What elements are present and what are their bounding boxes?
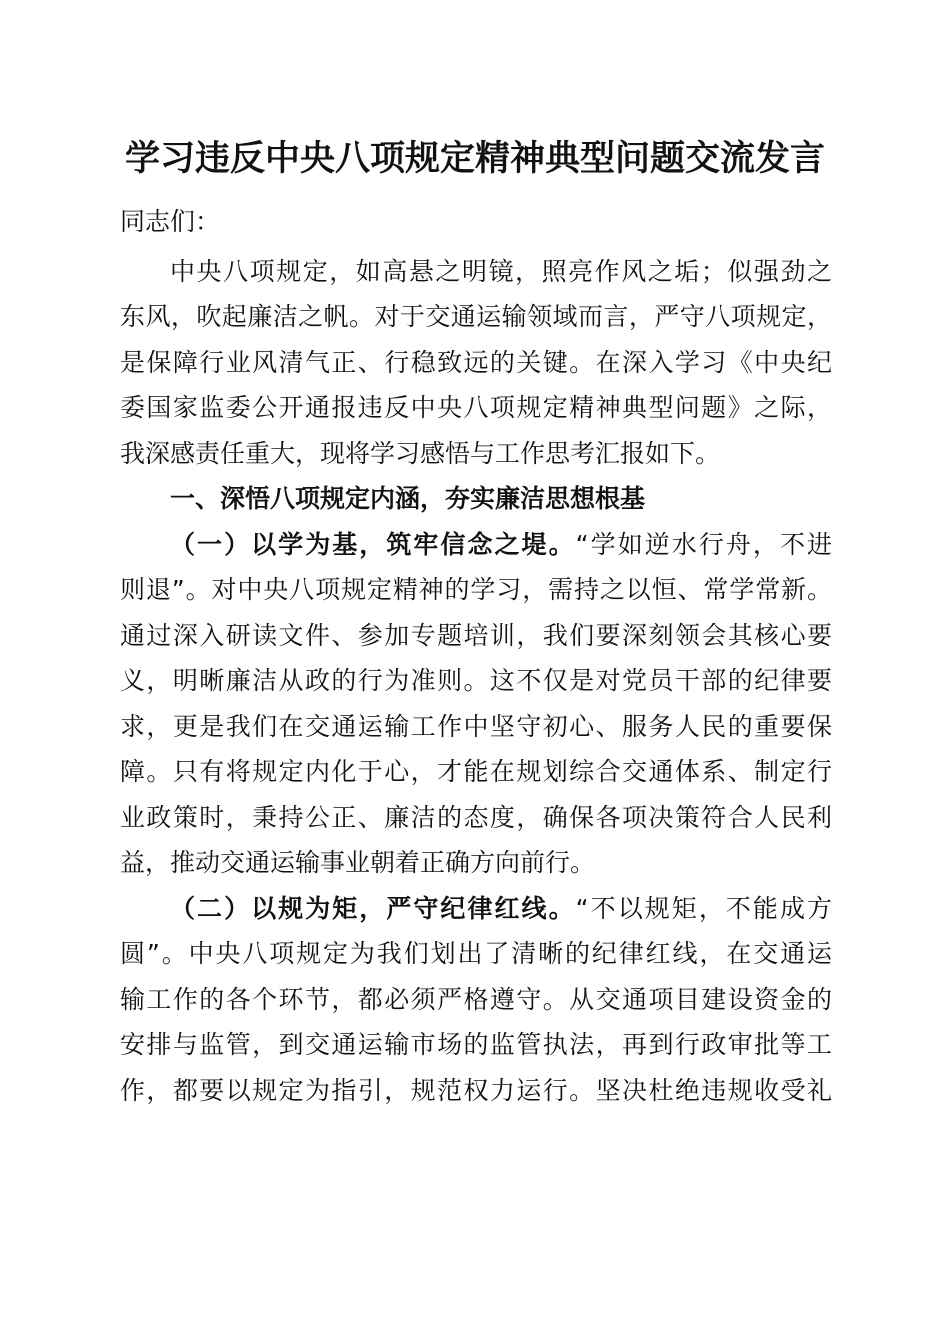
section-heading: 一、深悟八项规定内涵，夯实廉洁思想根基 [170, 484, 646, 513]
sub-section-2-line: 输工作的各个环节，都必须严格遵守。从交通项目建设资金的 [120, 984, 832, 1014]
intro-paragraph [120, 249, 832, 477]
sub-section-1-line: 通过深入研读文件、参加专题培训，我们要深刻领会其核心要 [120, 620, 832, 650]
sub-section-2-line: 圆”。中央八项规定为我们划出了清晰的纪律红线，在交通运 [120, 939, 832, 968]
sub-section-1-line: 益，推动交通运输事业朝着正确方向前行。 [120, 848, 596, 877]
sub-section-2-label: （二）以规为矩，严守纪律红线。 [170, 893, 576, 923]
sub-section-2 [120, 886, 832, 1114]
sub-section-1-first-text: “学如逆水行舟，不进 [575, 529, 832, 559]
document-body [120, 199, 832, 1113]
sub-section-2-first-line [120, 886, 832, 932]
sub-section-1-line: 义，明晰廉洁从政的行为准则。这不仅是对党员干部的纪律要 [120, 666, 832, 695]
intro-line: 委国家监委公开通报违反中央八项规定精神典型问题》之际， [120, 393, 832, 422]
intro-line: 我深感责任重大，现将学习感悟与工作思考汇报如下。 [120, 438, 721, 468]
sub-section-1-line: 障。只有将规定内化于心，才能在规划综合交通体系、制定行 [120, 757, 832, 786]
sub-section-2-first-text: “不以规矩，不能成方 [575, 893, 832, 923]
intro-line: 东风，吹起廉洁之帆。对于交通运输领域而言，严守八项规定， [120, 302, 832, 331]
salutation: 同志们： [120, 207, 221, 236]
document-title: 学习违反中央八项规定精神典型问题交流发言 [124, 138, 825, 179]
sub-section-1-first-line [120, 522, 832, 568]
intro-line: 中央八项规定，如高悬之明镜，照亮作风之垢；似强劲之 [170, 256, 832, 286]
sub-section-1-line: 则退”。对中央八项规定精神的学习，需持之以恒、常学常新。 [120, 575, 832, 604]
intro-line: 是保障行业风清气正、行稳致远的关键。在深入学习《中央纪 [120, 347, 832, 377]
sub-section-2-line: 作，都要以规定为指引，规范权力运行。坚决杜绝违规收受礼 [120, 1075, 832, 1105]
sub-section-1 [120, 522, 832, 886]
sub-section-1-line: 业政策时，秉持公正、廉洁的态度，确保各项决策符合人民利 [120, 802, 832, 832]
sub-section-1-line: 求，更是我们在交通运输工作中坚守初心、服务人民的重要保 [120, 711, 832, 741]
sub-section-1-label: （一）以学为基，筑牢信念之堤。 [170, 529, 576, 559]
sub-section-2-line: 安排与监管，到交通运输市场的监管执法，再到行政审批等工 [120, 1030, 832, 1059]
